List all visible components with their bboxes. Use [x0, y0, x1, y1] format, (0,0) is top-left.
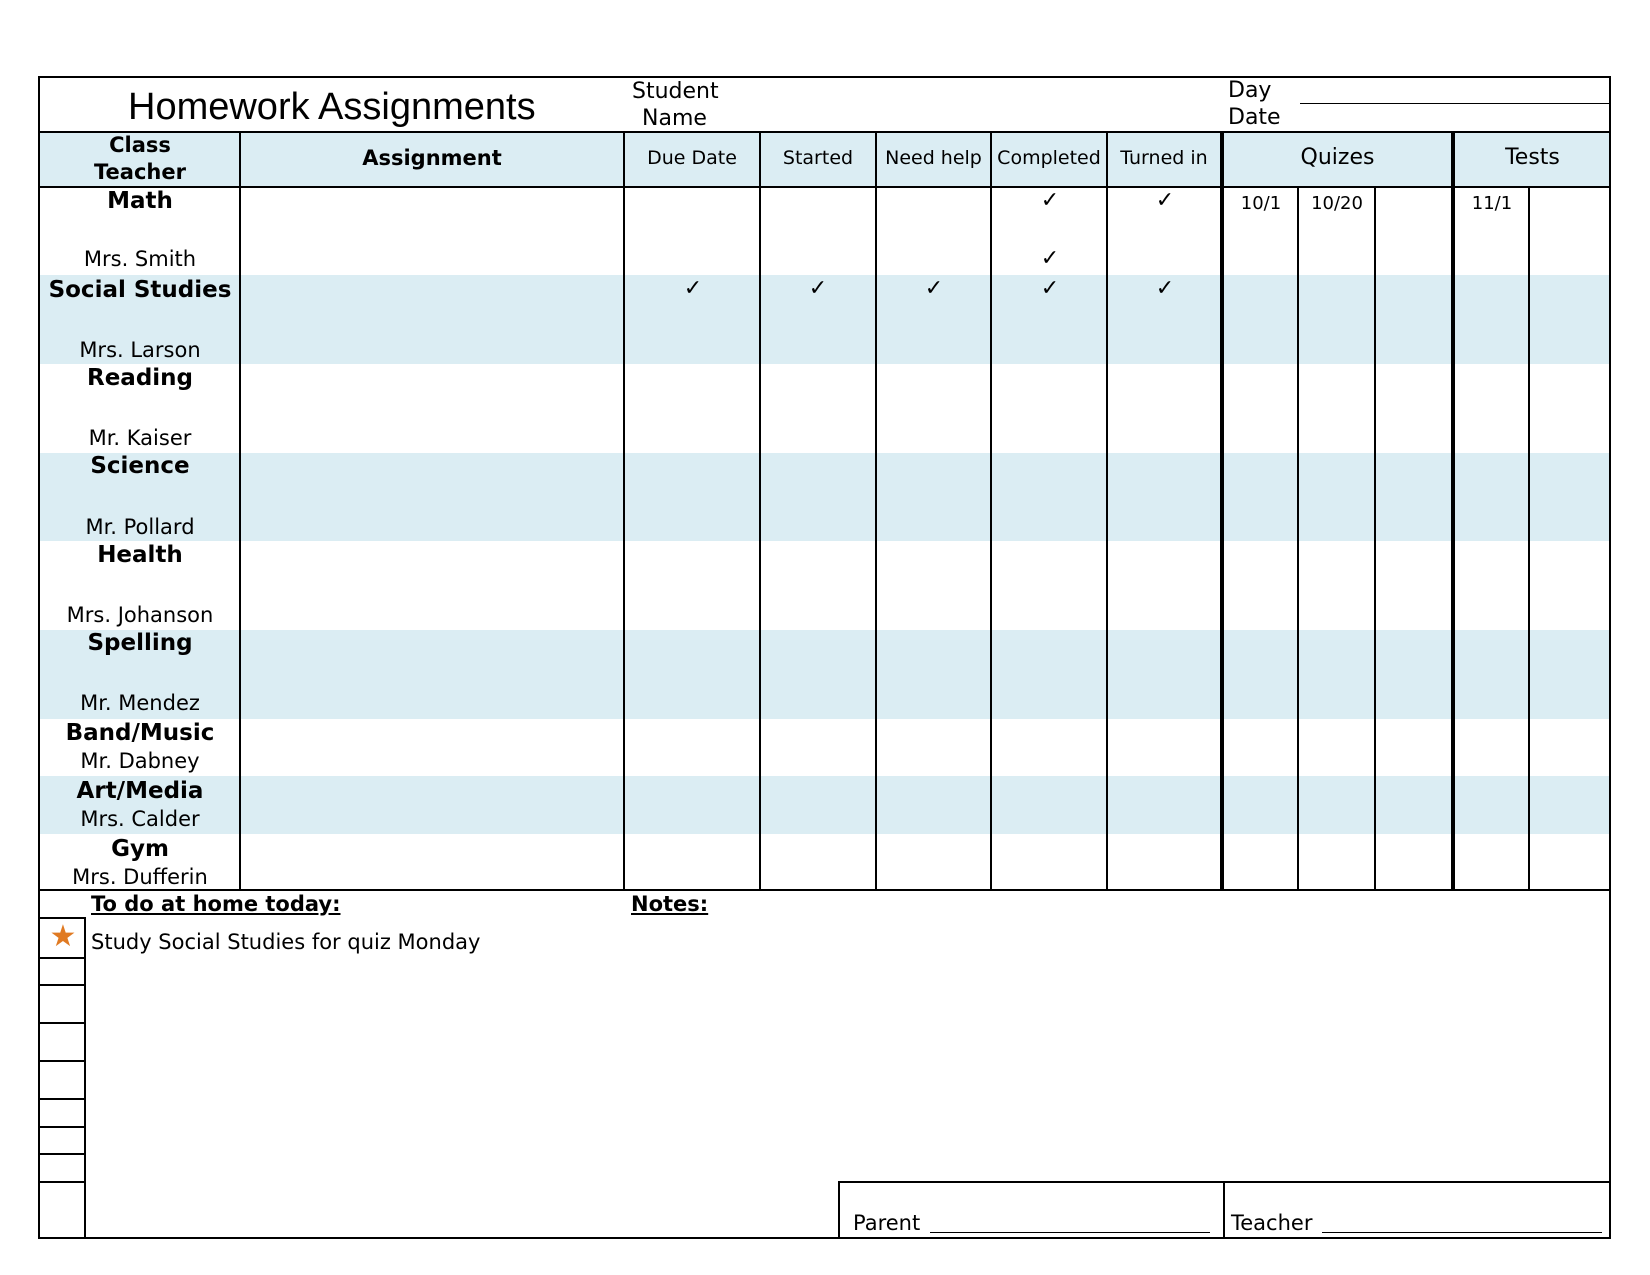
student-label-2: Name — [642, 106, 707, 131]
col-header-teacher: Teacher — [94, 160, 186, 184]
col-rule-due — [759, 131, 761, 891]
quiz-date: 10/20 — [1311, 193, 1363, 214]
class-teacher: Mr. Kaiser — [88, 426, 192, 450]
col-rule-needhelp — [990, 131, 992, 891]
check-mark-ss-started: ✓ — [808, 276, 828, 301]
class-subject: Math — [107, 188, 173, 214]
class-subject: Art/Media — [76, 778, 204, 804]
col-header-class: Class — [109, 133, 171, 157]
parent-label: Parent — [853, 1211, 921, 1235]
signature-divider — [1223, 1181, 1225, 1239]
class-subject: Social Studies — [48, 277, 232, 303]
class-teacher: Mrs. Johanson — [66, 603, 214, 627]
col-header-started: Started — [782, 147, 854, 169]
todo-row-rule — [38, 1098, 86, 1100]
col-rule-completed — [1106, 131, 1108, 891]
col-rule-assignment — [623, 131, 625, 891]
col-rule-quiz-2 — [1374, 186, 1376, 891]
col-header-turned-in: Turned in — [1120, 147, 1208, 169]
rule-day — [1300, 103, 1610, 104]
col-header-need-help: Need help — [885, 147, 982, 169]
quiz-date: 10/1 — [1240, 193, 1282, 214]
col-header-quizes: Quizes — [1300, 145, 1375, 170]
class-teacher: Mr. Dabney — [80, 749, 200, 773]
check-mark-math-completed-2: ✓ — [1040, 246, 1060, 271]
check-mark-ss-turned-in: ✓ — [1155, 276, 1175, 301]
teacher-signature-line — [1322, 1232, 1602, 1233]
todo-row-rule — [38, 1060, 86, 1062]
check-mark-ss-completed: ✓ — [1040, 276, 1060, 301]
notes-label: Notes: — [631, 892, 709, 916]
class-teacher: Mrs. Dufferin — [72, 865, 208, 889]
page-title: Homework Assignments — [128, 86, 536, 128]
class-subject: Health — [97, 542, 183, 568]
todo-column-rule — [84, 917, 86, 1239]
todo-row-rule — [38, 1181, 86, 1183]
class-subject: Gym — [111, 836, 169, 862]
class-teacher: Mr. Pollard — [85, 515, 195, 539]
check-mark-math-turned-in: ✓ — [1155, 188, 1175, 213]
col-header-due-date: Due Date — [647, 147, 737, 169]
todo-item: Study Social Studies for quiz Monday — [91, 930, 481, 954]
teacher-label: Teacher — [1231, 1211, 1313, 1235]
class-teacher: Mr. Mendez — [80, 691, 200, 715]
col-header-tests: Tests — [1505, 145, 1560, 170]
class-subject: Science — [90, 453, 190, 479]
test-date: 11/1 — [1471, 193, 1513, 214]
todo-row-rule — [38, 1126, 86, 1128]
todo-row-rule — [38, 984, 86, 986]
col-header-completed: Completed — [997, 147, 1101, 169]
col-rule-class — [239, 131, 241, 891]
class-subject: Band/Music — [65, 720, 215, 746]
check-mark-math-completed: ✓ — [1040, 188, 1060, 213]
class-subject: Reading — [86, 365, 193, 391]
todo-row-rule — [38, 957, 86, 959]
check-mark-ss-due-date: ✓ — [683, 276, 703, 301]
date-label: Date — [1228, 105, 1281, 130]
star-icon: ★ — [49, 919, 77, 954]
col-rule-test-1 — [1528, 186, 1530, 891]
rule-header-top — [38, 131, 1611, 133]
class-subject: Spelling — [87, 630, 193, 656]
check-mark-ss-need-help: ✓ — [924, 276, 944, 301]
col-header-assignment: Assignment — [362, 146, 502, 170]
todo-label: To do at home today: — [91, 892, 341, 916]
class-teacher: Mrs. Calder — [80, 807, 200, 831]
col-rule-quizes — [1451, 131, 1455, 891]
col-rule-started — [875, 131, 877, 891]
todo-row-rule — [38, 1022, 86, 1024]
day-label: Day — [1228, 78, 1272, 103]
class-teacher: Mrs. Smith — [83, 247, 197, 271]
col-rule-turnedin — [1220, 131, 1224, 891]
student-label-1: Student — [632, 79, 719, 104]
todo-row-rule — [38, 1153, 86, 1155]
class-teacher: Mrs. Larson — [79, 338, 201, 362]
parent-signature-line — [930, 1232, 1210, 1233]
col-rule-quiz-1 — [1297, 186, 1299, 891]
